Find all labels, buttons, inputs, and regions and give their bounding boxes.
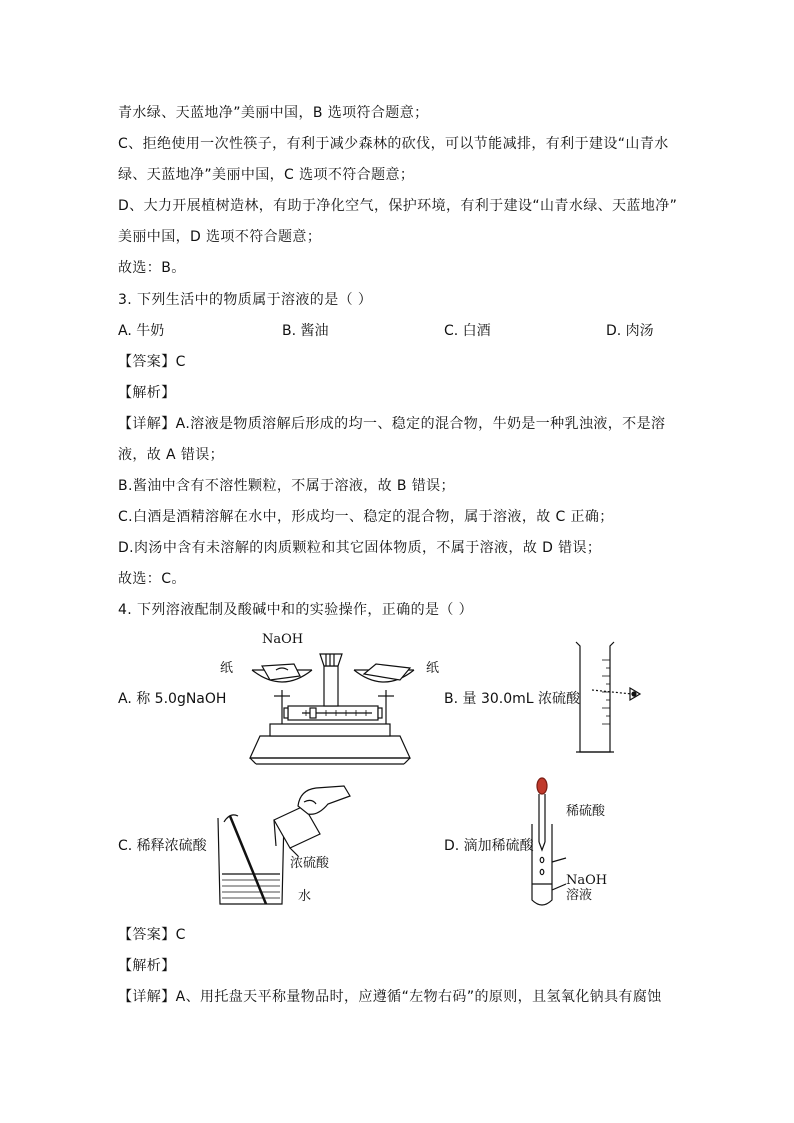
q3-option-d: D. 肉汤 [606, 323, 654, 339]
q3-detail-line-2: 液，故 A 错误； [118, 447, 225, 463]
fig-a-naoh-label: NaOH [262, 632, 304, 647]
balance-scale-figure [240, 646, 420, 768]
dropper-test-tube-figure [528, 776, 568, 912]
fig-d-dilute-acid-label: 稀硫酸 [566, 804, 606, 819]
q3-detail-line-5: D.肉汤中含有未溶解的肉质颗粒和其它固体物质，不属于溶液，故 D 错误； [118, 540, 602, 556]
q4-detail-line-1: 【详解】A、用托盘天平称量物品时，应遵循“左物右码”的原则，且氢氧化钠具有腐蚀 [118, 989, 662, 1005]
q2-text-line-3: 绿、天蓝地净”美丽中国，C 选项不符合题意； [118, 167, 415, 183]
q2-text-line-5: 美丽中国，D 选项不符合题意； [118, 229, 322, 245]
q4-analysis-title: 【解析】 [118, 958, 176, 974]
dilution-beaker-figure [208, 786, 358, 910]
q3-conclusion: 故选：C。 [118, 571, 186, 587]
q2-text-line-4: D、大力开展植树造林，有助于净化空气，保护环境，有利于建设“山青水绿、天蓝地净” [118, 198, 678, 214]
q3-option-a: A. 牛奶 [118, 323, 165, 339]
q3-answer: 【答案】C [118, 354, 186, 370]
q3-detail-line-4: C.白酒是酒精溶解在水中，形成均一、稳定的混合物，属于溶液，故 C 正确； [118, 509, 614, 525]
fig-a-paper-left-label: 纸 [220, 661, 234, 676]
q3-detail-line-3: B.酱油中含有不溶性颗粒，不属于溶液，故 B 错误； [118, 478, 455, 494]
q4-answer: 【答案】C [118, 927, 186, 943]
q3-detail-line-1: 【详解】A.溶液是物质溶解后形成的均一、稳定的混合物，牛奶是一种乳浊液，不是溶 [118, 416, 666, 432]
q3-analysis-title: 【解析】 [118, 385, 176, 401]
fig-c-water-label: 水 [298, 889, 312, 904]
fig-a-paper-right-label: 纸 [426, 661, 440, 676]
q4-option-c-label: C. 稀释浓硫酸 [118, 838, 207, 854]
q3-option-c: C. 白酒 [444, 323, 491, 339]
fig-d-solution-label: 溶液 [566, 888, 593, 903]
fig-c-acid-label: 浓硫酸 [290, 856, 330, 871]
graduated-cylinder-figure [572, 640, 652, 760]
q2-conclusion: 故选：B。 [118, 260, 186, 276]
q3-stem: 3. 下列生活中的物质属于溶液的是（ ） [118, 292, 373, 308]
fig-d-naoh-label: NaOH [566, 873, 608, 888]
q3-option-b: B. 酱油 [282, 323, 329, 339]
q2-text-line-2: C、拒绝使用一次性筷子，有利于减少森林的砍伐，可以节能减排，有利于建设“山青水 [118, 136, 669, 152]
q4-option-b-label: B. 量 30.0mL 浓硫酸 [444, 691, 581, 707]
q4-option-a-label: A. 称 5.0gNaOH [118, 691, 227, 707]
q2-text-line-1: 青水绿、天蓝地净”美丽中国，B 选项符合题意； [118, 105, 429, 121]
q4-stem: 4. 下列溶液配制及酸碱中和的实验操作，正确的是（ ） [118, 602, 474, 618]
q4-option-d-label: D. 滴加稀硫酸 [444, 838, 534, 854]
